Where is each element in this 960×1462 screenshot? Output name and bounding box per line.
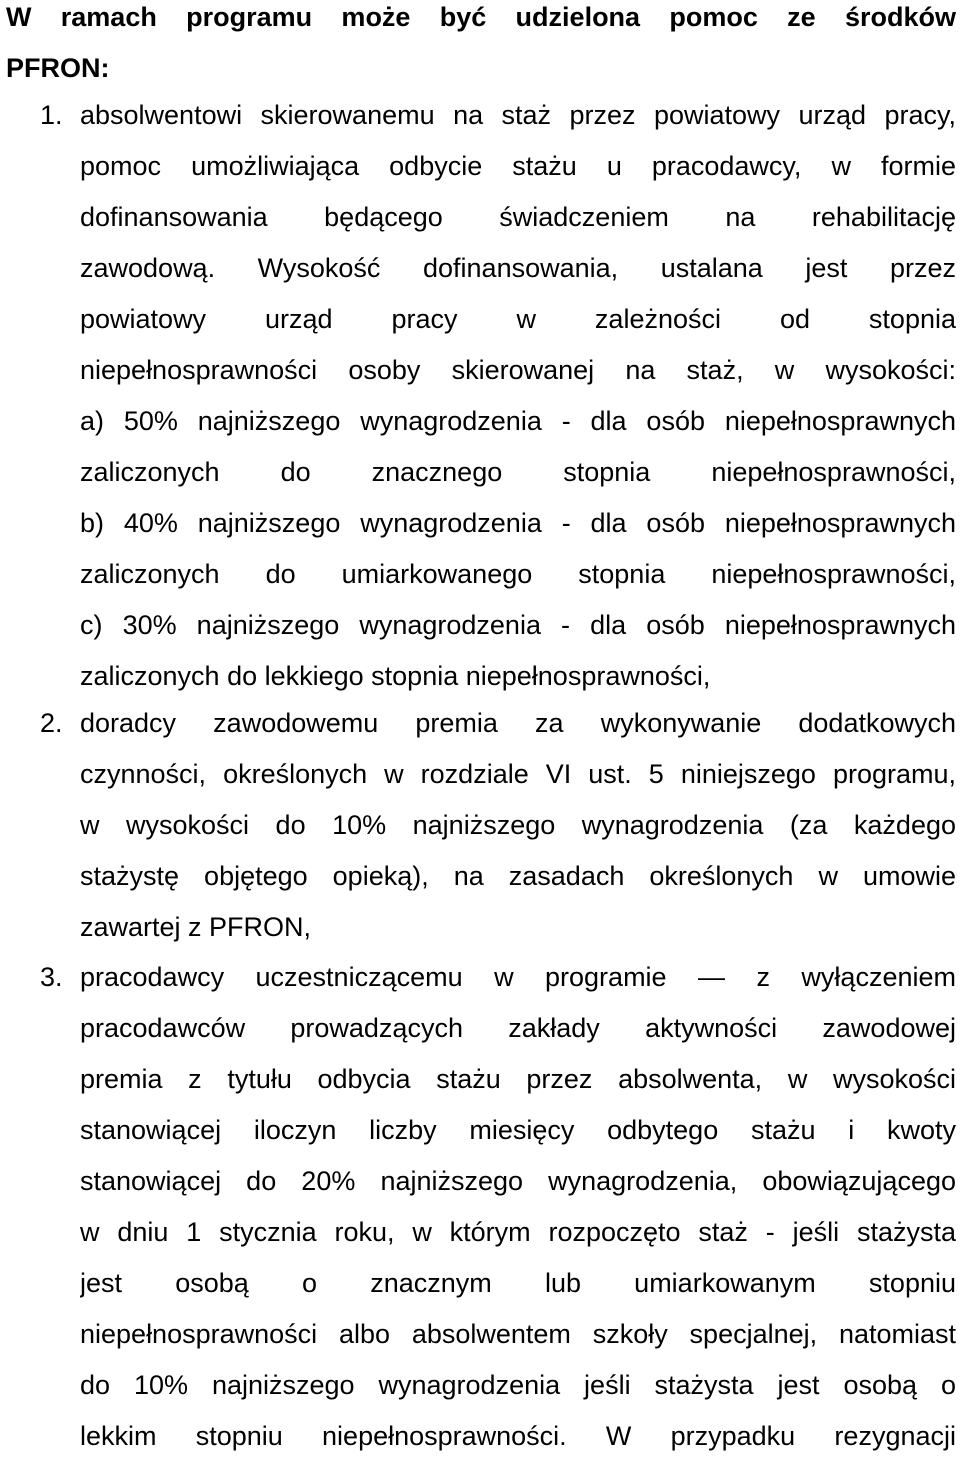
list-item-text xyxy=(80,952,956,1462)
text-line: zaliczonych do lekkiego stopnia niepełnosprawności, xyxy=(80,661,711,691)
text-line: niepełnosprawności osoby skierowanej na staż, w wysokości: xyxy=(80,355,956,385)
text-line: stanowiącej do 20% najniższego wynagrodzenia, obowiązującego xyxy=(80,1166,956,1196)
text-line: pracodawców prowadzących zakłady aktywności zawodowej xyxy=(80,1013,956,1043)
list-item-text xyxy=(80,698,956,953)
text-line: c) 30% najniższego wynagrodzenia - dla osób niepełnosprawnych xyxy=(80,610,956,640)
text-line: lekkim stopniu niepełnosprawności. W przypadku rezygnacji xyxy=(80,1421,956,1451)
heading-line: PFRON: xyxy=(6,53,110,83)
text-line: stanowiącej iloczyn liczby miesięcy odbytego stażu i kwoty xyxy=(80,1115,956,1145)
text-line: pracodawcy uczestniczącemu w programie — z wyłączeniem xyxy=(80,962,956,992)
text-line: zaliczonych do umiarkowanego stopnia niepełnosprawności, xyxy=(80,559,956,589)
text-line: premia z tytułu odbycia stażu przez absolwenta, w wysokości xyxy=(80,1064,956,1094)
text-line: w wysokości do 10% najniższego wynagrodzenia (za każdego xyxy=(80,810,956,840)
text-line: w dniu 1 stycznia roku, w którym rozpoczęto staż - jeśli stażysta xyxy=(80,1217,956,1247)
heading-line: W ramach programu może być udzielona pomoc ze środków xyxy=(6,2,956,32)
text-line: b) 40% najniższego wynagrodzenia - dla osób niepełnosprawnych xyxy=(80,508,956,538)
list-item-number: 2. xyxy=(40,708,63,738)
text-line: a) 50% najniższego wynagrodzenia - dla osób niepełnosprawnych xyxy=(80,406,956,436)
text-line: absolwentowi skierowanemu na staż przez powiatowy urząd pracy, xyxy=(80,100,956,130)
text-line: dofinansowania będącego świadczeniem na rehabilitację xyxy=(80,202,956,232)
text-line: stażystę objętego opieką), na zasadach określonych w umowie xyxy=(80,861,956,891)
text-line: czynności, określonych w rozdziale VI ust. 5 niniejszego programu, xyxy=(80,759,956,789)
text-line: niepełnosprawności albo absolwentem szkoły specjalnej, natomiast xyxy=(80,1319,956,1349)
list-item-number: 1. xyxy=(40,100,63,130)
text-line: zawodową. Wysokość dofinansowania, ustalana jest przez xyxy=(80,253,956,283)
section-heading xyxy=(6,0,956,102)
text-line: powiatowy urząd pracy w zależności od stopnia xyxy=(80,304,956,334)
text-line: do 10% najniższego wynagrodzenia jeśli stażysta jest osobą o xyxy=(80,1370,956,1400)
text-line: zawartej z PFRON, xyxy=(80,912,312,942)
list-item-text xyxy=(80,90,956,702)
text-line: jest osobą o znacznym lub umiarkowanym stopniu xyxy=(80,1268,956,1298)
text-line: zaliczonych do znacznego stopnia niepełnosprawności, xyxy=(80,457,956,487)
text-line: pomoc umożliwiająca odbycie stażu u pracodawcy, w formie xyxy=(80,151,956,181)
text-line: doradcy zawodowemu premia za wykonywanie dodatkowych xyxy=(80,708,956,738)
list-item-number: 3. xyxy=(40,962,63,992)
